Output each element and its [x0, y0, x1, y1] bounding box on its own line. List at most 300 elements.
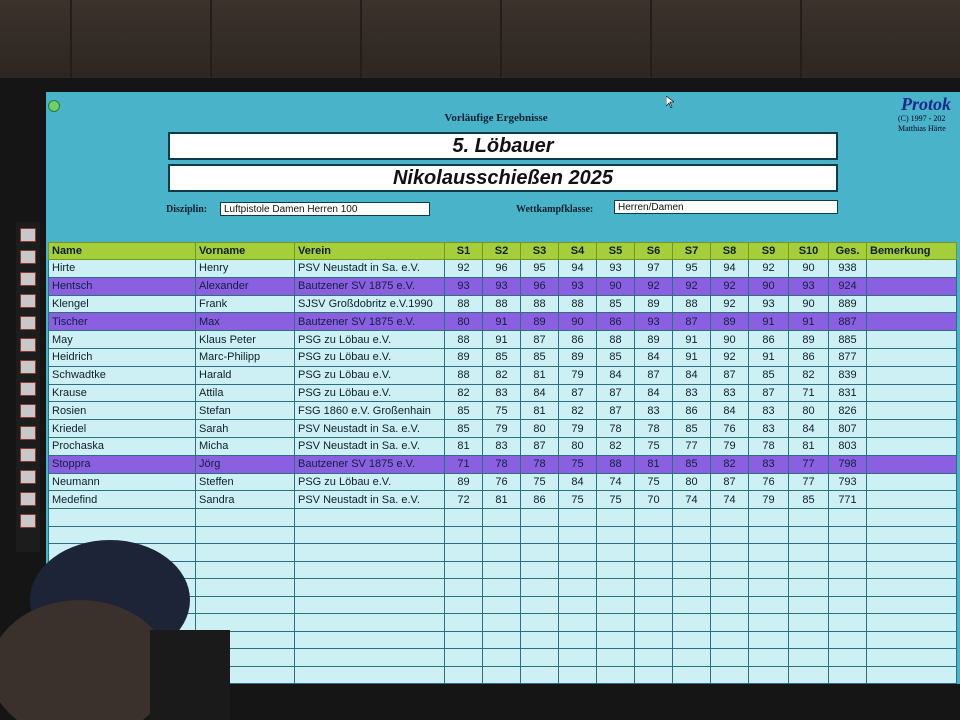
empty-cell [789, 579, 829, 597]
column-header[interactable]: S10 [789, 243, 829, 260]
cell-series-score: 93 [749, 295, 789, 313]
empty-cell [673, 579, 711, 597]
column-header[interactable]: S3 [521, 243, 559, 260]
cell-series-score: 74 [673, 491, 711, 509]
empty-cell [867, 649, 957, 667]
empty-cell [673, 666, 711, 684]
empty-cell [789, 631, 829, 649]
cell-bemerkung [867, 277, 957, 295]
cell-verein: PSG zu Löbau e.V. [295, 348, 445, 366]
empty-cell [635, 631, 673, 649]
empty-cell [749, 631, 789, 649]
disziplin-field[interactable]: Luftpistole Damen Herren 100 [220, 202, 430, 216]
empty-cell [559, 509, 597, 527]
empty-cell [295, 631, 445, 649]
cell-series-score: 85 [597, 295, 635, 313]
toolbar-icon[interactable] [20, 426, 36, 440]
event-title-line1: 5. Löbauer [168, 132, 838, 160]
empty-cell [711, 649, 749, 667]
disziplin-label: Disziplin: [166, 204, 208, 215]
cell-series-score: 83 [673, 384, 711, 402]
empty-cell [597, 579, 635, 597]
empty-cell [597, 649, 635, 667]
cell-total: 807 [829, 420, 867, 438]
toolbar-icon[interactable] [20, 272, 36, 286]
cell-series-score: 71 [445, 455, 483, 473]
empty-cell [483, 596, 521, 614]
cell-series-score: 96 [483, 260, 521, 278]
cell-series-score: 94 [711, 260, 749, 278]
cell-total: 885 [829, 331, 867, 349]
cell-series-score: 89 [445, 473, 483, 491]
empty-cell [673, 649, 711, 667]
cell-series-score: 80 [789, 402, 829, 420]
cell-series-score: 91 [483, 331, 521, 349]
cell-series-score: 84 [673, 366, 711, 384]
empty-cell [597, 596, 635, 614]
cell-series-score: 80 [445, 313, 483, 331]
cell-series-score: 86 [521, 491, 559, 509]
toolbar-icon[interactable] [20, 382, 36, 396]
column-header[interactable]: Name [49, 243, 196, 260]
cell-verein: Bautzener SV 1875 e.V. [295, 313, 445, 331]
empty-cell [789, 561, 829, 579]
cell-series-score: 81 [789, 437, 829, 455]
cell-series-score: 88 [673, 295, 711, 313]
wall-panel-line [650, 0, 652, 90]
empty-cell [711, 561, 749, 579]
cell-series-score: 78 [597, 420, 635, 438]
toolbar-icon[interactable] [20, 448, 36, 462]
cell-series-score: 88 [559, 295, 597, 313]
empty-cell [673, 544, 711, 562]
empty-cell [711, 509, 749, 527]
empty-cell [789, 649, 829, 667]
column-header[interactable]: Ges. [829, 243, 867, 260]
cell-series-score: 75 [597, 491, 635, 509]
table-row[interactable] [49, 348, 957, 366]
wall-panel-line [210, 0, 212, 90]
cell-series-score: 96 [521, 277, 559, 295]
table-row[interactable] [49, 313, 957, 331]
empty-cell [829, 544, 867, 562]
empty-cell [867, 614, 957, 632]
empty-cell [597, 631, 635, 649]
empty-cell [829, 649, 867, 667]
cell-series-score: 97 [635, 260, 673, 278]
cell-series-score: 88 [445, 295, 483, 313]
cell-bemerkung [867, 491, 957, 509]
cell-series-score: 85 [673, 455, 711, 473]
empty-cell [749, 649, 789, 667]
column-header[interactable]: S4 [559, 243, 597, 260]
empty-cell [445, 544, 483, 562]
cell-series-score: 78 [483, 455, 521, 473]
cell-series-score: 72 [445, 491, 483, 509]
empty-cell [483, 544, 521, 562]
cell-series-score: 85 [597, 348, 635, 366]
cell-series-score: 91 [673, 348, 711, 366]
cell-series-score: 89 [711, 313, 749, 331]
empty-cell [483, 561, 521, 579]
cell-vorname: Jörg [196, 455, 295, 473]
cell-series-score: 91 [749, 348, 789, 366]
cell-name: Neumann [49, 473, 196, 491]
empty-cell [295, 649, 445, 667]
table-row[interactable] [49, 366, 957, 384]
cell-series-score: 79 [749, 491, 789, 509]
empty-cell [749, 526, 789, 544]
wall-panel-line [360, 0, 362, 90]
empty-cell [559, 544, 597, 562]
empty-cell [829, 666, 867, 684]
table-row[interactable] [49, 491, 957, 509]
cell-series-score: 89 [445, 348, 483, 366]
empty-cell [829, 631, 867, 649]
cell-series-score: 88 [597, 331, 635, 349]
cell-series-score: 88 [521, 295, 559, 313]
table-row[interactable] [49, 331, 957, 349]
cell-total: 839 [829, 366, 867, 384]
cell-series-score: 89 [635, 295, 673, 313]
cell-series-score: 87 [711, 473, 749, 491]
cell-series-score: 76 [749, 473, 789, 491]
cell-name: Prochaska [49, 437, 196, 455]
cell-total: 826 [829, 402, 867, 420]
column-header[interactable]: S9 [749, 243, 789, 260]
cell-series-score: 87 [635, 366, 673, 384]
empty-cell [559, 526, 597, 544]
table-row[interactable] [49, 277, 957, 295]
table-row[interactable] [49, 473, 957, 491]
cell-series-score: 81 [445, 437, 483, 455]
status-dot-icon [48, 100, 60, 112]
empty-cell [789, 509, 829, 527]
cell-vorname: Stefan [196, 402, 295, 420]
empty-cell [829, 509, 867, 527]
cell-series-score: 85 [789, 491, 829, 509]
cell-bemerkung [867, 313, 957, 331]
empty-cell [559, 649, 597, 667]
column-header[interactable]: S5 [597, 243, 635, 260]
cell-series-score: 91 [749, 313, 789, 331]
toolbar-icon[interactable] [20, 470, 36, 484]
wall-panel-line [70, 0, 72, 90]
cell-series-score: 77 [673, 437, 711, 455]
cell-total: 831 [829, 384, 867, 402]
empty-cell [559, 631, 597, 649]
empty-cell [483, 509, 521, 527]
cell-series-score: 93 [483, 277, 521, 295]
column-header[interactable]: Verein [295, 243, 445, 260]
empty-cell [829, 596, 867, 614]
empty-cell [521, 631, 559, 649]
cell-series-score: 84 [521, 384, 559, 402]
column-header[interactable]: S8 [711, 243, 749, 260]
cell-series-score: 80 [673, 473, 711, 491]
table-row[interactable] [49, 455, 957, 473]
cell-total: 938 [829, 260, 867, 278]
empty-cell [521, 579, 559, 597]
cell-series-score: 89 [635, 331, 673, 349]
empty-cell [521, 544, 559, 562]
empty-cell [673, 614, 711, 632]
cell-series-score: 75 [635, 473, 673, 491]
cell-bemerkung [867, 295, 957, 313]
cell-series-score: 87 [711, 366, 749, 384]
cell-verein: PSV Neustadt in Sa. e.V. [295, 491, 445, 509]
column-header[interactable]: S6 [635, 243, 673, 260]
cell-series-score: 93 [597, 260, 635, 278]
cell-series-score: 93 [445, 277, 483, 295]
cell-series-score: 88 [483, 295, 521, 313]
copyright-line: (C) 1997 - 202 [898, 114, 946, 123]
cell-name: Rosien [49, 402, 196, 420]
cell-name: Stoppra [49, 455, 196, 473]
toolbar-icon[interactable] [20, 338, 36, 352]
cell-series-score: 75 [521, 473, 559, 491]
cell-series-score: 79 [483, 420, 521, 438]
cell-verein: PSG zu Löbau e.V. [295, 331, 445, 349]
cell-series-score: 82 [445, 384, 483, 402]
toolbar-icon[interactable] [20, 514, 36, 528]
cell-series-score: 90 [789, 260, 829, 278]
column-header[interactable]: S2 [483, 243, 521, 260]
cell-total: 887 [829, 313, 867, 331]
cell-series-score: 82 [711, 455, 749, 473]
cell-bemerkung [867, 348, 957, 366]
cell-series-score: 84 [559, 473, 597, 491]
cell-series-score: 76 [483, 473, 521, 491]
empty-cell [559, 561, 597, 579]
brand-logo: Protok [901, 94, 952, 114]
cell-series-score: 83 [749, 455, 789, 473]
wettkampfklasse-label: Wettkampfklasse: [516, 204, 594, 215]
empty-cell [483, 666, 521, 684]
cell-total: 793 [829, 473, 867, 491]
cell-series-score: 75 [559, 455, 597, 473]
cell-name: Heidrich [49, 348, 196, 366]
wall-panel-line [800, 0, 802, 90]
cell-verein: Bautzener SV 1875 e.V. [295, 277, 445, 295]
cell-series-score: 78 [749, 437, 789, 455]
cell-series-score: 74 [597, 473, 635, 491]
cell-series-score: 88 [445, 331, 483, 349]
column-header[interactable]: S1 [445, 243, 483, 260]
empty-cell [597, 614, 635, 632]
cell-total: 803 [829, 437, 867, 455]
cell-series-score: 90 [597, 277, 635, 295]
cell-series-score: 87 [559, 384, 597, 402]
table-row[interactable] [49, 295, 957, 313]
cell-series-score: 88 [597, 455, 635, 473]
cell-series-score: 90 [711, 331, 749, 349]
toolbar-icon[interactable] [20, 316, 36, 330]
empty-cell [867, 631, 957, 649]
cell-verein: PSG zu Löbau e.V. [295, 473, 445, 491]
cell-series-score: 83 [749, 402, 789, 420]
toolbar-icon[interactable] [20, 294, 36, 308]
empty-cell [445, 509, 483, 527]
cell-bemerkung [867, 384, 957, 402]
cell-series-score: 83 [635, 402, 673, 420]
empty-cell [711, 579, 749, 597]
cell-vorname: Steffen [196, 473, 295, 491]
cell-verein: Bautzener SV 1875 e.V. [295, 455, 445, 473]
cell-verein: PSV Neustadt in Sa. e.V. [295, 437, 445, 455]
cell-series-score: 83 [749, 420, 789, 438]
empty-cell [867, 666, 957, 684]
empty-cell [711, 666, 749, 684]
cell-series-score: 85 [749, 366, 789, 384]
empty-cell [789, 596, 829, 614]
cell-verein: PSG zu Löbau e.V. [295, 366, 445, 384]
cell-series-score: 85 [483, 348, 521, 366]
table-row[interactable] [49, 384, 957, 402]
empty-cell [829, 614, 867, 632]
mouse-cursor-icon [666, 96, 674, 108]
cell-bemerkung [867, 455, 957, 473]
empty-cell [597, 666, 635, 684]
cell-vorname: Micha [196, 437, 295, 455]
table-row[interactable] [49, 260, 957, 278]
cell-series-score: 91 [789, 313, 829, 331]
empty-cell [295, 596, 445, 614]
empty-cell [559, 614, 597, 632]
brand-copyright [898, 114, 960, 134]
cell-series-score: 87 [521, 331, 559, 349]
cell-series-score: 87 [521, 437, 559, 455]
cell-bemerkung [867, 420, 957, 438]
empty-cell [749, 509, 789, 527]
empty-cell [597, 544, 635, 562]
empty-cell [597, 509, 635, 527]
table-row[interactable] [49, 402, 957, 420]
cell-series-score: 92 [635, 277, 673, 295]
cell-series-score: 79 [711, 437, 749, 455]
empty-cell [521, 614, 559, 632]
empty-cell [867, 596, 957, 614]
empty-cell [673, 526, 711, 544]
cell-series-score: 86 [789, 348, 829, 366]
cell-series-score: 79 [559, 420, 597, 438]
empty-cell [295, 544, 445, 562]
empty-cell [559, 666, 597, 684]
cell-total: 889 [829, 295, 867, 313]
empty-cell [635, 666, 673, 684]
empty-cell [521, 596, 559, 614]
cell-verein: SJSV Großdobritz e.V.1990 [295, 295, 445, 313]
cell-series-score: 70 [635, 491, 673, 509]
empty-cell [749, 561, 789, 579]
empty-cell [829, 526, 867, 544]
cell-total: 798 [829, 455, 867, 473]
empty-cell [711, 544, 749, 562]
empty-cell [483, 631, 521, 649]
cell-series-score: 77 [789, 455, 829, 473]
toolbar-icon[interactable] [20, 492, 36, 506]
table-row[interactable] [49, 437, 957, 455]
empty-cell [445, 631, 483, 649]
toolbar-icon[interactable] [20, 250, 36, 264]
cell-name: May [49, 331, 196, 349]
empty-cell [483, 649, 521, 667]
cell-series-score: 94 [559, 260, 597, 278]
empty-cell [829, 579, 867, 597]
cell-bemerkung [867, 260, 957, 278]
cell-vorname: Attila [196, 384, 295, 402]
cell-verein: PSV Neustadt in Sa. e.V. [295, 260, 445, 278]
column-header[interactable]: S7 [673, 243, 711, 260]
empty-cell [711, 631, 749, 649]
cell-series-score: 87 [597, 402, 635, 420]
empty-cell [445, 579, 483, 597]
empty-cell [789, 526, 829, 544]
empty-cell [445, 666, 483, 684]
empty-cell [635, 579, 673, 597]
cell-series-score: 81 [483, 491, 521, 509]
cell-name: Medefind [49, 491, 196, 509]
column-header[interactable]: Vorname [196, 243, 295, 260]
toolbar-icon[interactable] [20, 360, 36, 374]
empty-cell [521, 649, 559, 667]
cell-bemerkung [867, 402, 957, 420]
cell-series-score: 85 [445, 402, 483, 420]
cell-series-score: 82 [789, 366, 829, 384]
empty-cell [295, 561, 445, 579]
cell-name: Klengel [49, 295, 196, 313]
cell-bemerkung [867, 331, 957, 349]
empty-cell [635, 596, 673, 614]
empty-cell [597, 561, 635, 579]
wettkampfklasse-field[interactable]: Herren/Damen [614, 200, 838, 214]
empty-cell [867, 526, 957, 544]
empty-cell [559, 596, 597, 614]
cell-series-score: 86 [597, 313, 635, 331]
empty-cell [49, 509, 196, 527]
status-title: Vorläufige Ergebnisse [444, 112, 548, 124]
toolbar-icon[interactable] [20, 404, 36, 418]
cell-verein: PSG zu Löbau e.V. [295, 384, 445, 402]
cell-series-score: 82 [483, 366, 521, 384]
cell-series-score: 75 [483, 402, 521, 420]
toolbar-icon[interactable] [20, 228, 36, 242]
cell-series-score: 88 [445, 366, 483, 384]
cell-series-score: 91 [673, 331, 711, 349]
table-row[interactable] [49, 420, 957, 438]
cell-series-score: 82 [597, 437, 635, 455]
empty-cell [635, 544, 673, 562]
empty-cell [295, 666, 445, 684]
cell-series-score: 90 [789, 295, 829, 313]
cell-series-score: 84 [635, 384, 673, 402]
cell-vorname: Max [196, 313, 295, 331]
empty-cell [867, 561, 957, 579]
cell-series-score: 87 [597, 384, 635, 402]
cell-series-score: 87 [749, 384, 789, 402]
empty-cell [521, 561, 559, 579]
empty-cell [445, 596, 483, 614]
column-header[interactable]: Bemerkung [867, 243, 957, 260]
cell-series-score: 86 [749, 331, 789, 349]
table-header-row [49, 243, 957, 260]
cell-name: Schwadtke [49, 366, 196, 384]
cell-series-score: 81 [521, 366, 559, 384]
empty-cell [483, 526, 521, 544]
cell-vorname: Henry [196, 260, 295, 278]
cell-vorname: Frank [196, 295, 295, 313]
empty-cell [635, 526, 673, 544]
